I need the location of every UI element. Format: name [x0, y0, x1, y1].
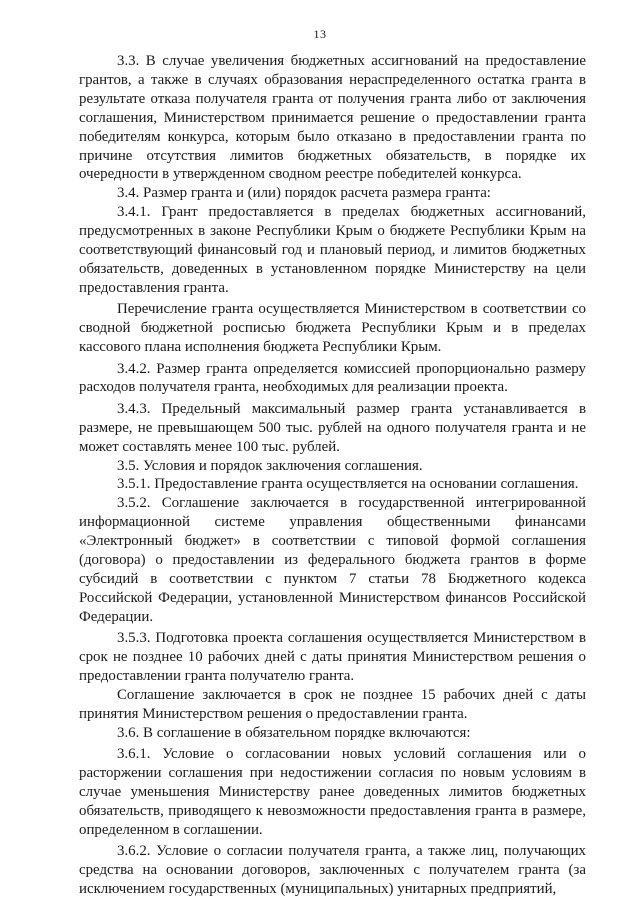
paragraph-3-5-3: 3.5.3. Подготовка проекта соглашения осуществляется Министерством в срок не позднее 10 рабочих дней с даты принятия Министерством решения о предоставлении гранта получателю гранта.: [79, 630, 586, 684]
paragraph-3-4: 3.4. Размер гранта и (или) порядок расчета размера гранта:: [117, 185, 491, 202]
paragraph-agreement-term: Соглашение заключается в срок не позднее 15 рабочих дней с даты принятия Министерством решения о предоставлении гранта.: [79, 686, 586, 722]
paragraph-3-5-2: 3.5.2. Соглашение заключается в государственной интегрированной информационной системе управления общественными финансами «Электронный бюджет» в соответствии с типовой формой соглашения (договора) о предоставлении из федерального бюджета грантов в форме субсидий в соответствии с пунктом 7 статьи 78 Бюджетного кодекса Российской Федерации, установленной Министерством финансов Российской Федерации.: [79, 495, 586, 625]
document-body: [79, 52, 586, 899]
paragraph-3-6-2: 3.6.2. Условие о согласии получателя гранта, а также лиц, получающих средства на основании договоров, заключенных с получателем гранта (за исключением государственных (муниципальных) унитарных предприятий,: [79, 843, 586, 897]
paragraph-3-6-1: 3.6.1. Условие о согласовании новых условий соглашения или о расторжении соглашения при недостижении согласия по новым условиям в случае уменьшения Министерству ранее доведенных лимитов бюджетных обязательств, приводящего к невозможности предоставления гранта в размере, определенном в соглашении.: [79, 746, 586, 838]
paragraph-transfer: Перечисление гранта осуществляется Министерством в соответствии со сводной бюджетной росписью бюджета Республики Крым и в пределах кассового плана исполнения бюджета Республики Крым.: [79, 301, 586, 356]
paragraph-3-4-2: 3.4.2. Размер гранта определяется комиссией пропорционально размеру расходов получателя гранта, необходимых для реализации проекта.: [79, 360, 586, 396]
paragraph-3-4-1: 3.4.1. Грант предоставляется в пределах бюджетных ассигнований, предусмотренных в законе Республики Крым о бюджете Республики Крым на соответствующий финансовый год и плановый период, и лимитов бюджетных обязательств, доведенных в установленном порядке Министерству на цели предоставления гранта.: [79, 204, 586, 296]
page-number: 13: [313, 27, 327, 41]
paragraph-3-5: 3.5. Условия и порядок заключения соглашения.: [117, 457, 423, 474]
paragraph-3-6: 3.6. В соглашение в обязательном порядке включаются:: [117, 724, 471, 741]
paragraph-3-4-3: 3.4.3. Предельный максимальный размер гранта устанавливается в размере, не превышающем 500 тыс. рублей на одного получателя гранта и не может составлять менее 100 тыс. рублей.: [79, 400, 586, 455]
paragraph-3-3: 3.3. В случае увеличения бюджетных ассигнований на предоставление грантов, а также в случаях образования нераспределенного остатка гранта в результате отказа получателя гранта от получения гранта либо от заключения соглашения, Министерством принимается решение о предоставлении гранта победителям конкурса, которым было отказано в предоставлении гранта по причине отсутствия лимитов бюджетных обязательств, в порядке их очередности в утвержденном сводном реестре победителей конкурса.: [79, 53, 586, 183]
paragraph-3-5-1: 3.5.1. Предоставление гранта осуществляется на основании соглашения.: [117, 476, 579, 493]
